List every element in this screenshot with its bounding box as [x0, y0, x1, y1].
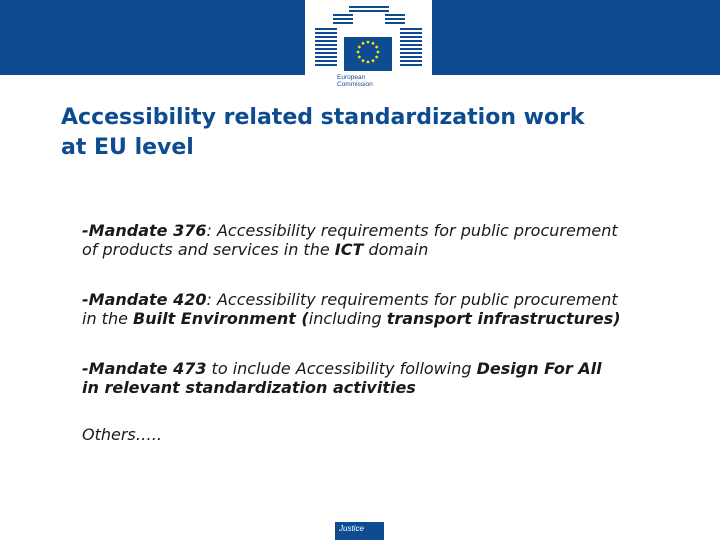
logo-line-commission: Commission	[337, 81, 373, 88]
logo-text	[337, 74, 373, 88]
mandate-376-desc-end: domain	[363, 240, 429, 259]
mandate-420-including: including	[308, 309, 387, 328]
justice-badge: Justice	[335, 522, 384, 540]
mandate-473-desc-cont: in relevant standardization activities	[82, 378, 416, 397]
others-text: Others…..	[82, 425, 162, 444]
built-environment-term: Built Environment (	[133, 309, 309, 328]
mandate-376-desc-cont: of products and services in the	[82, 240, 335, 259]
mandate-list	[82, 221, 712, 475]
slide-title	[61, 103, 701, 163]
mandate-420-item	[82, 290, 712, 328]
mandate-420-desc-cont: in the	[82, 309, 134, 328]
mandate-473-label: -Mandate 473	[82, 359, 207, 378]
mandate-420-label: -Mandate 420	[82, 290, 207, 309]
ec-logo	[305, 0, 432, 97]
transport-infrastructures-term: transport infrastructures)	[386, 309, 621, 328]
ict-term: ICT	[334, 240, 364, 259]
mandate-473-desc: to include Accessibility following	[206, 359, 477, 378]
mandate-473-item	[82, 359, 712, 397]
logo-line-european: European	[337, 74, 366, 81]
title-line-1: Accessibility related standardization work	[61, 105, 585, 130]
mandate-420-desc: : Accessibility requirements for public procurement	[206, 290, 618, 309]
design-for-all-term: Design For All	[476, 359, 602, 378]
mandate-376-item	[82, 221, 712, 259]
mandate-376-label: -Mandate 376	[82, 221, 207, 240]
title-line-2: at EU level	[61, 135, 194, 160]
mandate-376-desc: : Accessibility requirements for public procurement	[206, 221, 618, 240]
